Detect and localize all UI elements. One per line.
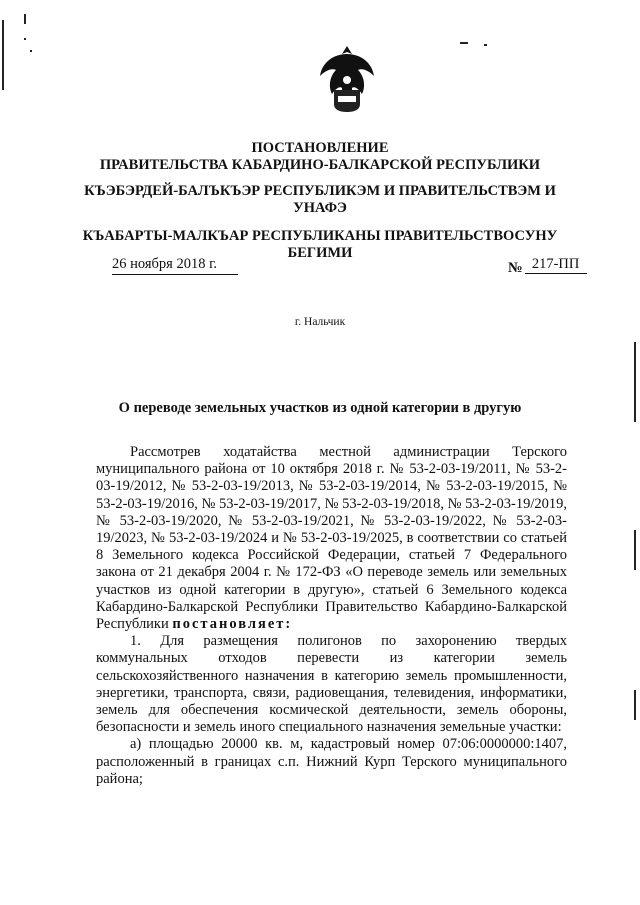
paragraph-clause-1: 1. Для размещения полигонов по захоронению твердых коммунальных отходов перевести из категории земель сельскохозяйственного назначения в категорию земель промышленности, энергетики, транспорта, связи, радиовещания, телевидения, информатики, земель для обеспечения космической деятельности, земель обороны, безопасности и земель иного специального назначения земельные участки: [96, 633, 567, 736]
scan-mark [460, 42, 468, 44]
scan-mark [2, 20, 4, 90]
number-sign: № [508, 260, 523, 276]
document-body [96, 444, 567, 788]
scan-mark [634, 690, 636, 720]
coat-of-arms-emblem [316, 40, 378, 114]
paragraph-preamble: Рассмотрев ходатайства местной администрации Терского муниципального района от 10 октября 2018 г. № 53-2-03-19/2011, № 53-2-03-19/2012, № 53-2-03-19/2013, № 53-2-03-19/2014, № 53-2-03-19/2015, № 53-2-03-19/2016, № 53-2-03-19/2017, № 53-2-03-19/2018, № 53-2-03-19/2019, № 53-2-03-19/2020, № 53-2-03-19/2021, № 53-2-03-19/2022, № 53-2-03-19/2023, № 53-2-03-19/2024 и № 53-2-03-19/2025, в соответствии со статьей 8 Земельного кодекса Российской Федерации, статьей 7 Федерального закона от 21 декабря 2004 г. № 172-ФЗ «О переводе земель или земельных участков из одной категории в другую», статьей 6 Земельного кодекса Кабардино-Балкарской Республики Правительство Кабардино-Балкарской Республики постановляет: [96, 444, 567, 633]
header-kabardian-line1: КЪЭБЭРДЕЙ-БАЛЪКЪЭР РЕСПУБЛИКЭМ И ПРАВИТЕЛЬСТВЭМ И [84, 183, 556, 199]
header-government: ПРАВИТЕЛЬСТВА КАБАРДИНО-БАЛКАРСКОЙ РЕСПУБЛИКИ [99, 157, 541, 173]
scan-mark [30, 50, 32, 52]
document-title: О переводе земельных участков из одной категории в другую [118, 400, 522, 416]
scan-mark [24, 14, 26, 24]
document-date: 26 ноября 2018 г. [112, 256, 238, 275]
header-kabardian-line2: УНАФЭ [293, 200, 347, 216]
document-number [508, 256, 587, 277]
city-label: г. Нальчик [294, 316, 346, 328]
scan-mark [634, 530, 636, 570]
scan-mark [484, 44, 487, 46]
paragraph-clause-1a: а) площадью 20000 кв. м, кадастровый номер 07:06:0000000:1407, расположенный в границах с.п. Нижний Курп Терского муниципального района; [96, 736, 567, 787]
header-balkar-line2: БЕГИМИ [287, 245, 353, 261]
header-title: ПОСТАНОВЛЕНИЕ [251, 140, 389, 156]
decree-word: постановляет: [172, 616, 293, 633]
number-value: 217-ПП [525, 256, 587, 274]
header-balkar-line1: КЪАБАРТЫ-МАЛКЪАР РЕСПУБЛИКАНЫ ПРАВИТЕЛЬСТВОСУНУ [82, 228, 558, 244]
scan-mark [24, 38, 26, 40]
